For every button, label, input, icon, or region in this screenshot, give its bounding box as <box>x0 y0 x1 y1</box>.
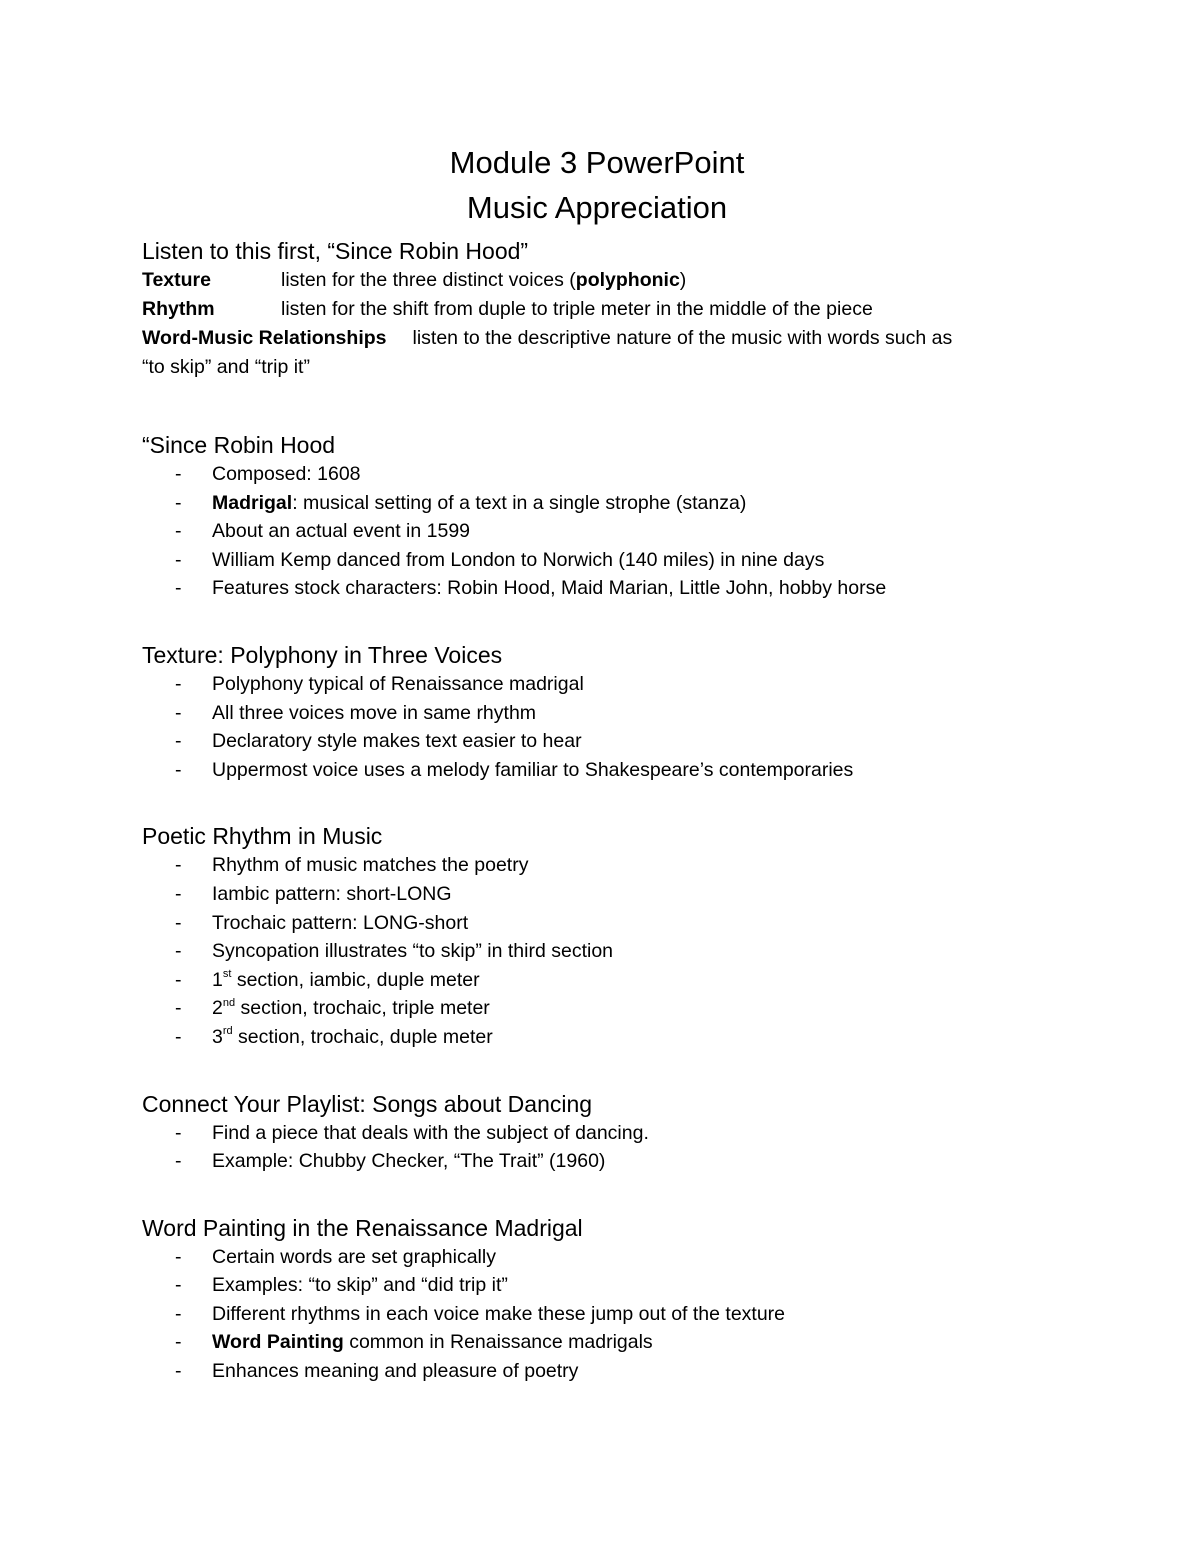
list-item: - Examples: “to skip” and “did trip it” <box>175 1274 508 1297</box>
list-item: - Features stock characters: Robin Hood, Maid Marian, Little John, hobby horse <box>175 577 887 600</box>
list-item: - Uppermost voice uses a melody familiar to Shakespeare’s contemporaries <box>175 758 854 781</box>
list-item: - 1st section, iambic, duple meter <box>175 968 480 991</box>
list-item: - Different rhythms in each voice make these jump out of the texture <box>175 1302 786 1325</box>
list-item: - Rhythm of music matches the poetry <box>175 854 529 877</box>
document-title <box>142 140 1052 230</box>
list-item: - Polyphony typical of Renaissance madrigal <box>175 672 584 695</box>
wmr-text: listen to the descriptive nature of the music with words such as <box>412 327 953 349</box>
bullet-list <box>142 851 1052 1051</box>
rhythm-row <box>142 295 1052 324</box>
list-item: - Madrigal: musical setting of a text in a single strophe (stanza) <box>175 491 747 514</box>
wmr-label: Word-Music Relationships <box>142 327 387 349</box>
texture-text-post: ) <box>679 269 687 291</box>
section-poetic-rhythm <box>142 821 1052 1051</box>
list-item: - Trochaic pattern: LONG-short <box>175 911 469 934</box>
section-heading: Texture: Polyphony in Three Voices <box>142 641 503 668</box>
list-item: - Find a piece that deals with the subject of dancing. <box>175 1121 649 1144</box>
document-page <box>142 140 1052 1386</box>
list-item: - 2nd section, trochaic, triple meter <box>175 996 490 1020</box>
list-item: - William Kemp danced from London to Norwich (140 miles) in nine days <box>175 548 825 571</box>
section-heading: Word Painting in the Renaissance Madrigal <box>142 1214 583 1241</box>
title-line-2: Music Appreciation <box>466 190 728 225</box>
wmr-row-continued: “to skip” and “trip it” <box>142 356 310 378</box>
section-playlist <box>142 1089 1052 1176</box>
list-item: - Syncopation illustrates “to skip” in third section <box>175 940 614 963</box>
wmr-row <box>142 324 1052 353</box>
list-item: - About an actual event in 1599 <box>175 520 471 543</box>
texture-row <box>142 266 1052 295</box>
texture-label: Texture <box>142 269 211 291</box>
list-item: - All three voices move in same rhythm <box>175 701 537 724</box>
section-heading: Poetic Rhythm in Music <box>142 823 383 850</box>
texture-text-pre: listen for the three distinct voices ( <box>281 269 576 291</box>
list-item: - Iambic pattern: short-LONG <box>175 882 452 905</box>
bullet-list <box>142 670 1052 784</box>
list-item: - Certain words are set graphically <box>175 1245 496 1268</box>
list-item: - Composed: 1608 <box>175 463 361 485</box>
bullet-list <box>142 460 1052 603</box>
list-item: - Enhances meaning and pleasure of poetry <box>175 1360 579 1383</box>
list-item: - Example: Chubby Checker, “The Trait” (1960) <box>175 1150 606 1173</box>
rhythm-label: Rhythm <box>142 298 215 320</box>
list-item: - Word Painting common in Renaissance madrigals <box>175 1331 653 1354</box>
rhythm-text: listen for the shift from duple to triple meter in the middle of the piece <box>281 298 873 320</box>
list-item: - Declaratory style makes text easier to hear <box>175 730 582 753</box>
title-line-1: Module 3 PowerPoint <box>449 145 745 180</box>
bullet-list <box>142 1119 1052 1176</box>
section-heading: Connect Your Playlist: Songs about Dancing <box>142 1090 593 1117</box>
list-item: - 3rd section, trochaic, duple meter <box>175 1025 493 1048</box>
intro-heading: Listen to this first, “Since Robin Hood” <box>142 238 529 264</box>
section-robin-hood <box>142 430 1052 603</box>
intro-block <box>142 236 1052 382</box>
texture-text-bold: polyphonic <box>575 269 680 291</box>
section-heading: “Since Robin Hood <box>142 432 336 458</box>
section-word-painting <box>142 1213 1052 1386</box>
section-texture <box>142 640 1052 784</box>
bullet-list <box>142 1243 1052 1386</box>
